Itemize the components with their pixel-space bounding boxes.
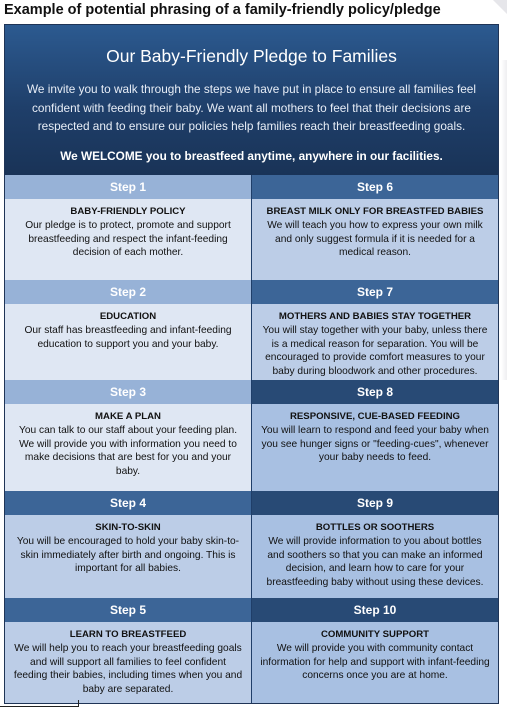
step-6-title: BREAST MILK ONLY FOR BREASTFED BABIES <box>266 206 484 217</box>
step-9-text: We will provide information to you about bottles and soothers so that you can make an informed decision, and learn how to care for your breastfeeding baby without using these devices. <box>266 536 484 588</box>
step-7-panel <box>252 304 498 380</box>
step-3-text: You can talk to our staff about your feeding plan. We will provide you with information you need to make decisions that are best for you and your baby. <box>18 425 238 477</box>
step-3-panel <box>5 404 251 491</box>
steps-grid <box>5 175 498 703</box>
page-heading: Example of potential phrasing of a family-friendly policy/pledge <box>4 2 441 18</box>
step-5-text: We will help you to reach your breastfeeding goals and will support all families to feel confident feeding their babies, including times when you and baby are separated. <box>13 643 243 695</box>
step-4-header: Step 4 <box>5 491 251 515</box>
step-10-panel <box>252 622 498 703</box>
step-2-header: Step 2 <box>5 280 251 304</box>
step-10-header: Step 10 <box>252 598 498 622</box>
step-4-title: SKIN-TO-SKIN <box>95 522 161 533</box>
pledge-welcome: We WELCOME you to breastfeed anytime, anywhere in our facilities. <box>60 149 443 163</box>
pledge-title: Our Baby-Friendly Pledge to Families <box>106 46 397 66</box>
step-8-panel <box>252 404 498 491</box>
step-1-text: Our pledge is to protect, promote and support breastfeeding and respect the infant-feeding decision of each mother. <box>25 220 231 259</box>
step-3-title: MAKE A PLAN <box>95 411 161 422</box>
step-2-text: Our staff has breastfeeding and infant-feeding education to support you and your baby. <box>24 325 232 350</box>
step-2-panel <box>5 304 251 380</box>
step-5-title: LEARN TO BREASTFEED <box>69 629 187 640</box>
step-8-title: RESPONSIVE, CUE-BASED FEEDING <box>289 411 461 422</box>
step-6-header: Step 6 <box>252 175 498 199</box>
step-5-header: Step 5 <box>5 598 251 622</box>
step-1-panel <box>5 199 251 280</box>
footnote-rule-cap <box>78 700 79 707</box>
step-9-header: Step 9 <box>252 491 498 515</box>
step-10-title: COMMUNITY SUPPORT <box>320 629 430 640</box>
pledge-intro: We invite you to walk through the steps we have put in place to ensure all families feel confident with feeding their baby. We want all mothers to feel that their decisions are respected and to ensure our policies help families reach their breastfeeding goals. <box>27 82 476 133</box>
page-corner-decoration <box>493 0 507 14</box>
step-4-text: You will be encouraged to hold your baby skin-to-skin immediately after birth and ongoing. This is important for all babies. <box>16 536 240 575</box>
step-4-panel <box>5 515 251 598</box>
steps-column-left <box>5 175 251 703</box>
page-edge-decoration <box>501 60 507 380</box>
steps-column-right <box>252 175 498 703</box>
step-7-text: You will stay together with your baby, unless there is a medical reason for separation. You will be encouraged to provide comfort measures to your baby during bloodwork and other procedures. <box>262 325 488 377</box>
step-3-header: Step 3 <box>5 380 251 404</box>
step-8-text: You will learn to respond and feed your baby when you see hunger signs or "feeding-cues", whenever your baby needs to feed. <box>261 425 489 464</box>
pledge-header <box>5 25 498 175</box>
step-2-title: EDUCATION <box>99 311 157 322</box>
step-1-title: BABY-FRIENDLY POLICY <box>70 206 186 217</box>
step-6-text: We will teach you how to express your own milk and only suggest formula if it is needed for a medical reason. <box>267 220 483 259</box>
step-5-panel <box>5 622 251 703</box>
step-7-title: MOTHERS AND BABIES STAY TOGETHER <box>278 311 472 322</box>
step-8-header: Step 8 <box>252 380 498 404</box>
pledge-card <box>4 24 499 704</box>
step-7-header: Step 7 <box>252 280 498 304</box>
step-9-title: BOTTLES OR SOOTHERS <box>315 522 435 533</box>
footnote-rule <box>0 706 78 707</box>
step-1-header: Step 1 <box>5 175 251 199</box>
step-10-text: We will provide you with community contact information for help and support with infant-feeding concerns once you are at home. <box>260 643 490 682</box>
step-9-panel <box>252 515 498 598</box>
step-6-panel <box>252 199 498 280</box>
